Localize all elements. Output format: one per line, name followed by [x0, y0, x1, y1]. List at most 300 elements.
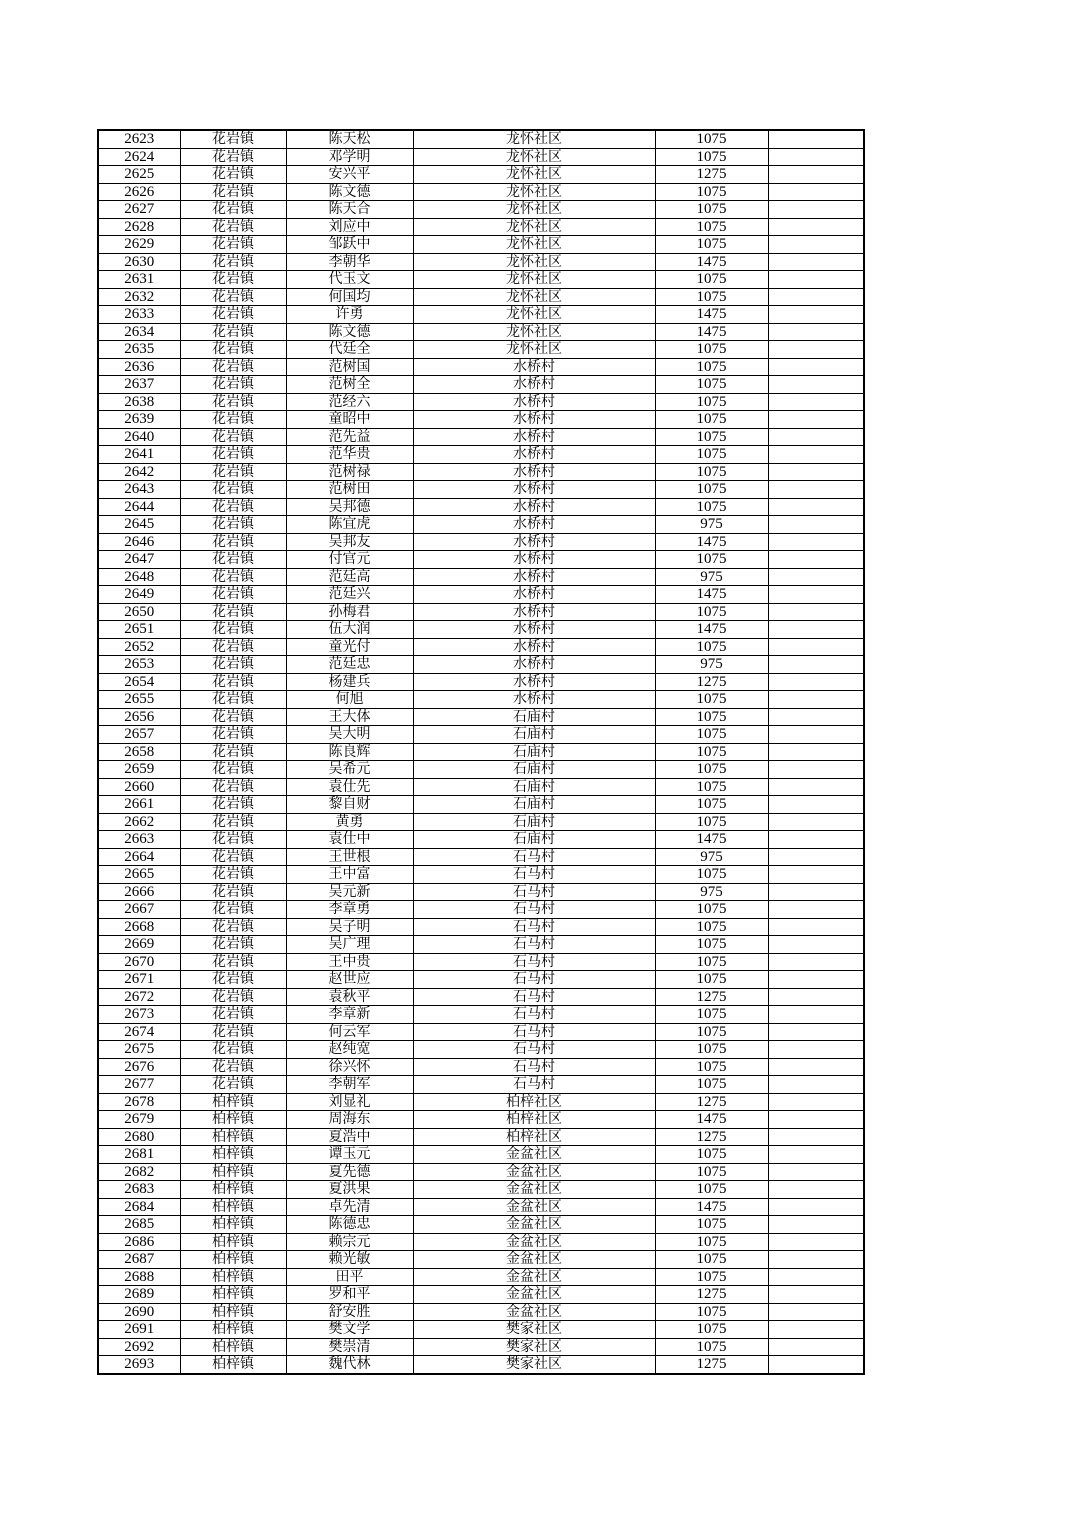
- community-cell: 水桥村: [413, 481, 655, 499]
- table-row: [98, 813, 864, 831]
- town-cell: 柏梓镇: [180, 1181, 286, 1199]
- amount-cell: 1075: [655, 376, 768, 394]
- row-number-cell: 2647: [98, 551, 180, 569]
- name-cell: 何旭: [286, 691, 413, 709]
- name-cell: 王中富: [286, 866, 413, 884]
- remark-cell: [768, 603, 864, 621]
- name-cell: 许勇: [286, 306, 413, 324]
- name-cell: 范树禄: [286, 463, 413, 481]
- name-cell: 吴元新: [286, 883, 413, 901]
- town-cell: 花岩镇: [180, 183, 286, 201]
- amount-cell: 1475: [655, 1111, 768, 1129]
- row-number-cell: 2623: [98, 130, 180, 148]
- remark-cell: [768, 481, 864, 499]
- town-cell: 花岩镇: [180, 813, 286, 831]
- town-cell: 花岩镇: [180, 446, 286, 464]
- town-cell: 花岩镇: [180, 236, 286, 254]
- community-cell: 龙怀社区: [413, 236, 655, 254]
- table-row: [98, 743, 864, 761]
- remark-cell: [768, 796, 864, 814]
- remark-cell: [768, 656, 864, 674]
- name-cell: 付官元: [286, 551, 413, 569]
- data-table: [97, 129, 865, 1375]
- row-number-cell: 2687: [98, 1251, 180, 1269]
- town-cell: 柏梓镇: [180, 1233, 286, 1251]
- town-cell: 花岩镇: [180, 831, 286, 849]
- remark-cell: [768, 253, 864, 271]
- amount-cell: 1075: [655, 358, 768, 376]
- community-cell: 水桥村: [413, 621, 655, 639]
- remark-cell: [768, 201, 864, 219]
- table-row: [98, 603, 864, 621]
- row-number-cell: 2630: [98, 253, 180, 271]
- amount-cell: 1075: [655, 778, 768, 796]
- name-cell: 夏洪果: [286, 1181, 413, 1199]
- amount-cell: 1075: [655, 551, 768, 569]
- remark-cell: [768, 411, 864, 429]
- amount-cell: 1475: [655, 831, 768, 849]
- row-number-cell: 2659: [98, 761, 180, 779]
- remark-cell: [768, 586, 864, 604]
- remark-cell: [768, 1163, 864, 1181]
- table-row: [98, 1163, 864, 1181]
- town-cell: 柏梓镇: [180, 1146, 286, 1164]
- row-number-cell: 2634: [98, 323, 180, 341]
- town-cell: 花岩镇: [180, 1058, 286, 1076]
- row-number-cell: 2677: [98, 1076, 180, 1094]
- community-cell: 石庙村: [413, 743, 655, 761]
- table-row: [98, 638, 864, 656]
- name-cell: 吴广理: [286, 936, 413, 954]
- name-cell: 邹跃中: [286, 236, 413, 254]
- community-cell: 石庙村: [413, 708, 655, 726]
- community-cell: 樊家社区: [413, 1356, 655, 1374]
- row-number-cell: 2644: [98, 498, 180, 516]
- name-cell: 何云军: [286, 1023, 413, 1041]
- remark-cell: [768, 498, 864, 516]
- town-cell: 花岩镇: [180, 341, 286, 359]
- amount-cell: 1075: [655, 813, 768, 831]
- community-cell: 石马村: [413, 936, 655, 954]
- amount-cell: 1075: [655, 218, 768, 236]
- amount-cell: 1075: [655, 708, 768, 726]
- town-cell: 花岩镇: [180, 516, 286, 534]
- community-cell: 龙怀社区: [413, 201, 655, 219]
- town-cell: 柏梓镇: [180, 1268, 286, 1286]
- row-number-cell: 2627: [98, 201, 180, 219]
- row-number-cell: 2626: [98, 183, 180, 201]
- row-number-cell: 2637: [98, 376, 180, 394]
- table-row: [98, 218, 864, 236]
- community-cell: 金盆社区: [413, 1198, 655, 1216]
- row-number-cell: 2625: [98, 166, 180, 184]
- community-cell: 石马村: [413, 1058, 655, 1076]
- town-cell: 花岩镇: [180, 411, 286, 429]
- name-cell: 杨建兵: [286, 673, 413, 691]
- row-number-cell: 2682: [98, 1163, 180, 1181]
- amount-cell: 1075: [655, 428, 768, 446]
- amount-cell: 1075: [655, 271, 768, 289]
- remark-cell: [768, 1356, 864, 1374]
- row-number-cell: 2653: [98, 656, 180, 674]
- row-number-cell: 2658: [98, 743, 180, 761]
- town-cell: 柏梓镇: [180, 1321, 286, 1339]
- community-cell: 石马村: [413, 901, 655, 919]
- table-row: [98, 1338, 864, 1356]
- amount-cell: 1475: [655, 621, 768, 639]
- row-number-cell: 2636: [98, 358, 180, 376]
- remark-cell: [768, 1303, 864, 1321]
- community-cell: 水桥村: [413, 568, 655, 586]
- community-cell: 水桥村: [413, 673, 655, 691]
- town-cell: 花岩镇: [180, 971, 286, 989]
- name-cell: 陈文德: [286, 323, 413, 341]
- remark-cell: [768, 568, 864, 586]
- amount-cell: 1075: [655, 183, 768, 201]
- community-cell: 龙怀社区: [413, 288, 655, 306]
- town-cell: 花岩镇: [180, 953, 286, 971]
- name-cell: 赵纯宽: [286, 1041, 413, 1059]
- row-number-cell: 2691: [98, 1321, 180, 1339]
- remark-cell: [768, 551, 864, 569]
- town-cell: 柏梓镇: [180, 1303, 286, 1321]
- community-cell: 石马村: [413, 1006, 655, 1024]
- town-cell: 花岩镇: [180, 253, 286, 271]
- table-row: [98, 428, 864, 446]
- amount-cell: 1075: [655, 761, 768, 779]
- remark-cell: [768, 463, 864, 481]
- name-cell: 魏代林: [286, 1356, 413, 1374]
- amount-cell: 975: [655, 568, 768, 586]
- community-cell: 水桥村: [413, 463, 655, 481]
- row-number-cell: 2672: [98, 988, 180, 1006]
- table-row: [98, 1286, 864, 1304]
- remark-cell: [768, 306, 864, 324]
- amount-cell: 1075: [655, 288, 768, 306]
- name-cell: 范廷高: [286, 568, 413, 586]
- table-row: [98, 1076, 864, 1094]
- row-number-cell: 2666: [98, 883, 180, 901]
- amount-cell: 1075: [655, 1006, 768, 1024]
- name-cell: 王世根: [286, 848, 413, 866]
- amount-cell: 1075: [655, 743, 768, 761]
- name-cell: 袁仕先: [286, 778, 413, 796]
- row-number-cell: 2663: [98, 831, 180, 849]
- remark-cell: [768, 918, 864, 936]
- community-cell: 金盆社区: [413, 1251, 655, 1269]
- community-cell: 金盆社区: [413, 1181, 655, 1199]
- community-cell: 水桥村: [413, 376, 655, 394]
- remark-cell: [768, 218, 864, 236]
- community-cell: 龙怀社区: [413, 271, 655, 289]
- community-cell: 石马村: [413, 883, 655, 901]
- name-cell: 李章勇: [286, 901, 413, 919]
- remark-cell: [768, 708, 864, 726]
- row-number-cell: 2685: [98, 1216, 180, 1234]
- community-cell: 樊家社区: [413, 1338, 655, 1356]
- amount-cell: 1075: [655, 1268, 768, 1286]
- community-cell: 石马村: [413, 953, 655, 971]
- name-cell: 童光付: [286, 638, 413, 656]
- town-cell: 花岩镇: [180, 901, 286, 919]
- remark-cell: [768, 288, 864, 306]
- table-row: [98, 568, 864, 586]
- row-number-cell: 2657: [98, 726, 180, 744]
- table-row: [98, 358, 864, 376]
- table-row: [98, 376, 864, 394]
- amount-cell: 1075: [655, 971, 768, 989]
- amount-cell: 1075: [655, 638, 768, 656]
- row-number-cell: 2692: [98, 1338, 180, 1356]
- name-cell: 夏浩中: [286, 1128, 413, 1146]
- community-cell: 金盆社区: [413, 1286, 655, 1304]
- amount-cell: 1075: [655, 1251, 768, 1269]
- amount-cell: 1075: [655, 1023, 768, 1041]
- table-row: [98, 988, 864, 1006]
- community-cell: 龙怀社区: [413, 306, 655, 324]
- row-number-cell: 2688: [98, 1268, 180, 1286]
- table-row: [98, 130, 864, 148]
- row-number-cell: 2665: [98, 866, 180, 884]
- remark-cell: [768, 621, 864, 639]
- row-number-cell: 2635: [98, 341, 180, 359]
- town-cell: 花岩镇: [180, 988, 286, 1006]
- remark-cell: [768, 638, 864, 656]
- row-number-cell: 2667: [98, 901, 180, 919]
- community-cell: 水桥村: [413, 358, 655, 376]
- row-number-cell: 2639: [98, 411, 180, 429]
- community-cell: 龙怀社区: [413, 341, 655, 359]
- remark-cell: [768, 883, 864, 901]
- remark-cell: [768, 901, 864, 919]
- town-cell: 花岩镇: [180, 691, 286, 709]
- remark-cell: [768, 130, 864, 148]
- community-cell: 水桥村: [413, 603, 655, 621]
- town-cell: 花岩镇: [180, 1076, 286, 1094]
- table-row: [98, 1251, 864, 1269]
- table-row: [98, 708, 864, 726]
- amount-cell: 975: [655, 883, 768, 901]
- table-row: [98, 953, 864, 971]
- amount-cell: 1475: [655, 533, 768, 551]
- amount-cell: 1275: [655, 988, 768, 1006]
- name-cell: 徐兴怀: [286, 1058, 413, 1076]
- table-row: [98, 183, 864, 201]
- remark-cell: [768, 936, 864, 954]
- table-row: [98, 463, 864, 481]
- community-cell: 石马村: [413, 866, 655, 884]
- name-cell: 吴邦友: [286, 533, 413, 551]
- table-row: [98, 323, 864, 341]
- name-cell: 吴邦德: [286, 498, 413, 516]
- amount-cell: 1275: [655, 166, 768, 184]
- town-cell: 花岩镇: [180, 866, 286, 884]
- amount-cell: 1075: [655, 1058, 768, 1076]
- table-row: [98, 673, 864, 691]
- amount-cell: 1275: [655, 673, 768, 691]
- table-row: [98, 411, 864, 429]
- town-cell: 花岩镇: [180, 761, 286, 779]
- amount-cell: 1475: [655, 1198, 768, 1216]
- table-row: [98, 796, 864, 814]
- table-row: [98, 726, 864, 744]
- remark-cell: [768, 236, 864, 254]
- town-cell: 花岩镇: [180, 883, 286, 901]
- table-row: [98, 936, 864, 954]
- table-row: [98, 1303, 864, 1321]
- remark-cell: [768, 393, 864, 411]
- table-row: [98, 1268, 864, 1286]
- row-number-cell: 2662: [98, 813, 180, 831]
- community-cell: 龙怀社区: [413, 148, 655, 166]
- table-row: [98, 1093, 864, 1111]
- name-cell: 刘显礼: [286, 1093, 413, 1111]
- amount-cell: 975: [655, 516, 768, 534]
- row-number-cell: 2656: [98, 708, 180, 726]
- table-row: [98, 288, 864, 306]
- name-cell: 王中贵: [286, 953, 413, 971]
- amount-cell: 1475: [655, 306, 768, 324]
- row-number-cell: 2651: [98, 621, 180, 639]
- community-cell: 石马村: [413, 1023, 655, 1041]
- name-cell: 王大体: [286, 708, 413, 726]
- remark-cell: [768, 1128, 864, 1146]
- town-cell: 花岩镇: [180, 796, 286, 814]
- community-cell: 龙怀社区: [413, 130, 655, 148]
- amount-cell: 1075: [655, 1321, 768, 1339]
- name-cell: 陈德忠: [286, 1216, 413, 1234]
- row-number-cell: 2633: [98, 306, 180, 324]
- row-number-cell: 2680: [98, 1128, 180, 1146]
- community-cell: 石庙村: [413, 726, 655, 744]
- row-number-cell: 2640: [98, 428, 180, 446]
- row-number-cell: 2632: [98, 288, 180, 306]
- community-cell: 樊家社区: [413, 1321, 655, 1339]
- town-cell: 柏梓镇: [180, 1163, 286, 1181]
- town-cell: 花岩镇: [180, 936, 286, 954]
- town-cell: 花岩镇: [180, 673, 286, 691]
- name-cell: 李朝军: [286, 1076, 413, 1094]
- community-cell: 金盆社区: [413, 1303, 655, 1321]
- row-number-cell: 2649: [98, 586, 180, 604]
- row-number-cell: 2660: [98, 778, 180, 796]
- amount-cell: 1275: [655, 1128, 768, 1146]
- name-cell: 代廷全: [286, 341, 413, 359]
- name-cell: 陈天松: [286, 130, 413, 148]
- row-number-cell: 2684: [98, 1198, 180, 1216]
- community-cell: 石马村: [413, 848, 655, 866]
- town-cell: 花岩镇: [180, 848, 286, 866]
- name-cell: 赖光敏: [286, 1251, 413, 1269]
- community-cell: 石马村: [413, 971, 655, 989]
- community-cell: 柏梓社区: [413, 1111, 655, 1129]
- community-cell: 石马村: [413, 1076, 655, 1094]
- town-cell: 花岩镇: [180, 533, 286, 551]
- amount-cell: 1075: [655, 1216, 768, 1234]
- community-cell: 金盆社区: [413, 1268, 655, 1286]
- amount-cell: 1475: [655, 323, 768, 341]
- remark-cell: [768, 691, 864, 709]
- name-cell: 范经六: [286, 393, 413, 411]
- name-cell: 安兴平: [286, 166, 413, 184]
- remark-cell: [768, 148, 864, 166]
- table-row: [98, 253, 864, 271]
- community-cell: 水桥村: [413, 428, 655, 446]
- town-cell: 柏梓镇: [180, 1216, 286, 1234]
- amount-cell: 1075: [655, 866, 768, 884]
- row-number-cell: 2638: [98, 393, 180, 411]
- table-row: [98, 1216, 864, 1234]
- town-cell: 花岩镇: [180, 481, 286, 499]
- amount-cell: 1275: [655, 1093, 768, 1111]
- row-number-cell: 2669: [98, 936, 180, 954]
- amount-cell: 1075: [655, 603, 768, 621]
- community-cell: 柏梓社区: [413, 1128, 655, 1146]
- town-cell: 花岩镇: [180, 568, 286, 586]
- amount-cell: 1075: [655, 1146, 768, 1164]
- community-cell: 水桥村: [413, 656, 655, 674]
- town-cell: 花岩镇: [180, 323, 286, 341]
- name-cell: 袁秋平: [286, 988, 413, 1006]
- table-row: [98, 1041, 864, 1059]
- amount-cell: 1075: [655, 1233, 768, 1251]
- row-number-cell: 2679: [98, 1111, 180, 1129]
- town-cell: 花岩镇: [180, 201, 286, 219]
- remark-cell: [768, 376, 864, 394]
- name-cell: 袁仕中: [286, 831, 413, 849]
- row-number-cell: 2624: [98, 148, 180, 166]
- community-cell: 水桥村: [413, 638, 655, 656]
- town-cell: 花岩镇: [180, 726, 286, 744]
- table-row: [98, 1146, 864, 1164]
- table-row: [98, 516, 864, 534]
- remark-cell: [768, 1146, 864, 1164]
- community-cell: 水桥村: [413, 551, 655, 569]
- remark-cell: [768, 1006, 864, 1024]
- community-cell: 水桥村: [413, 691, 655, 709]
- row-number-cell: 2628: [98, 218, 180, 236]
- remark-cell: [768, 323, 864, 341]
- table-row: [98, 533, 864, 551]
- town-cell: 花岩镇: [180, 1006, 286, 1024]
- community-cell: 石庙村: [413, 831, 655, 849]
- remark-cell: [768, 183, 864, 201]
- town-cell: 花岩镇: [180, 288, 286, 306]
- remark-cell: [768, 1233, 864, 1251]
- town-cell: 花岩镇: [180, 428, 286, 446]
- community-cell: 水桥村: [413, 393, 655, 411]
- name-cell: 黎自财: [286, 796, 413, 814]
- table-row: [98, 498, 864, 516]
- table-row: [98, 201, 864, 219]
- name-cell: 童昭中: [286, 411, 413, 429]
- community-cell: 龙怀社区: [413, 253, 655, 271]
- amount-cell: 1275: [655, 1356, 768, 1374]
- name-cell: 周海东: [286, 1111, 413, 1129]
- amount-cell: 1075: [655, 1338, 768, 1356]
- community-cell: 水桥村: [413, 586, 655, 604]
- amount-cell: 1075: [655, 953, 768, 971]
- remark-cell: [768, 988, 864, 1006]
- town-cell: 花岩镇: [180, 218, 286, 236]
- row-number-cell: 2690: [98, 1303, 180, 1321]
- community-cell: 金盆社区: [413, 1233, 655, 1251]
- amount-cell: 1075: [655, 393, 768, 411]
- name-cell: 范华贵: [286, 446, 413, 464]
- remark-cell: [768, 271, 864, 289]
- row-number-cell: 2668: [98, 918, 180, 936]
- table-row: [98, 481, 864, 499]
